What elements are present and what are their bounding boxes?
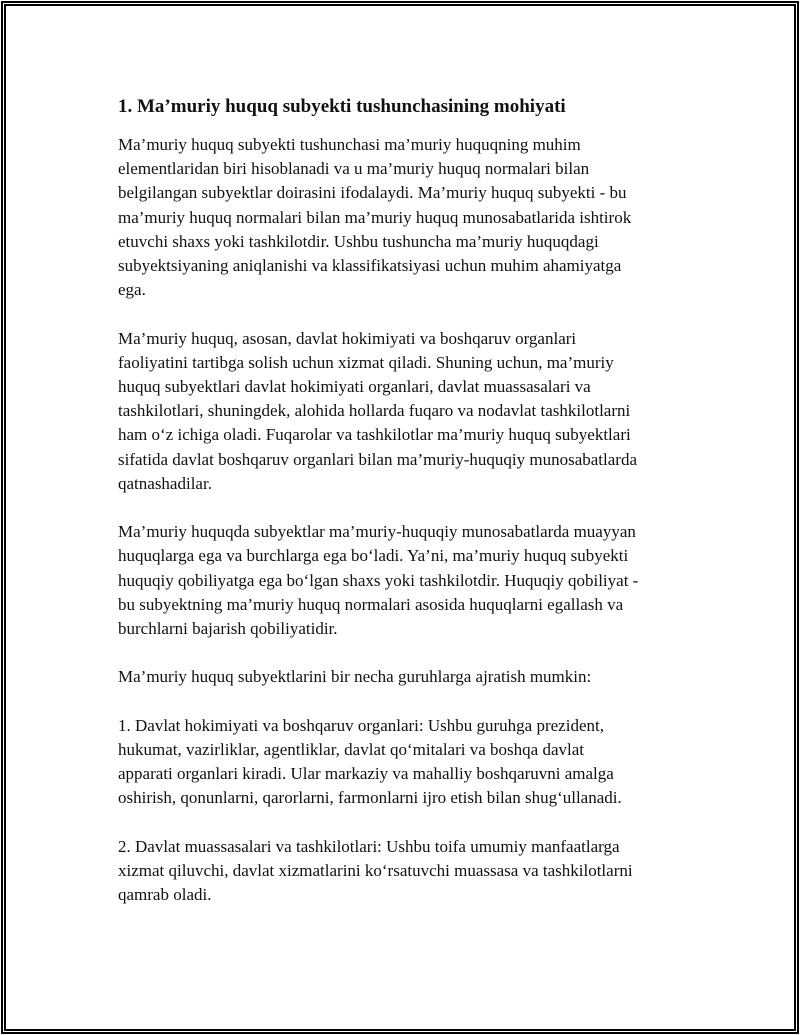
text-line: 1. Davlat hokimiyati va boshqaruv organlari: Ushbu guruhga prezident, [118,715,604,735]
text-line: bu subyektning ma’muriy huquq normalari asosida huquqlarni egallash va [118,594,624,614]
list-item-2 [118,835,738,908]
paragraph-intro [118,133,738,302]
list-item-1 [118,714,738,811]
text-line: faoliyatini tartibga solish uchun xizmat qiladi. Shuning uchun, ma’muriy [118,352,614,372]
text-line: subyektsiyaning aniqlanishi va klassifikatsiyasi uchun muhim ahamiyatga [118,256,622,276]
section-heading: 1. Ma’muriy huquq subyekti tushunchasining mohiyati [118,96,566,117]
document-body [118,95,738,932]
text-line: huquqiy qobiliyatga ega bo‘lgan shaxs yoki tashkilotdir. Huquqiy qobiliyat - [118,570,639,590]
text-line: ma’muriy huquq normalari bilan ma’muriy huquq munosabatlarida ishtirok [118,207,632,227]
text-line: belgilangan subyektlar doirasini ifodalaydi. Ma’muriy huquq subyekti - bu [118,183,627,203]
text-line: huquqlarga ega va burchlarga ega bo‘ladi. Ya’ni, ma’muriy huquq subyekti [118,546,629,566]
paragraph-capacity [118,520,738,641]
paragraph-groups-intro [118,665,738,689]
text-line: sifatida davlat boshqaruv organlari bilan ma’muriy-huquqiy munosabatlarda [118,449,637,469]
text-line: oshirish, qonunlarni, qarorlarni, farmonlarni ijro etish bilan shug‘ullanadi. [118,788,622,808]
text-line: Ma’muriy huquq subyekti tushunchasi ma’muriy huquqning muhim [118,135,581,154]
text-line: qamrab oladi. [118,885,212,905]
text-line: etuvchi shaxs yoki tashkilotdir. Ushbu tushuncha ma’muriy huquqdagi [118,231,599,251]
text-line: Ma’muriy huquq subyektlarini bir necha guruhlarga ajratish mumkin: [118,667,592,687]
text-line: apparati organlari kiradi. Ular markaziy va mahalliy boshqaruvni amalga [118,764,614,784]
text-line: qatnashadilar. [118,473,212,493]
text-line: 2. Davlat muassasalari va tashkilotlari: Ushbu toifa umumiy manfaatlarga [118,836,620,856]
text-line: hukumat, vazirliklar, agentliklar, davlat qo‘mitalari va boshqa davlat [118,740,584,760]
text-line: Ma’muriy huquqda subyektlar ma’muriy-huquqiy munosabatlarda muayyan [118,522,636,542]
text-line: huquq subyektlari davlat hokimiyati organlari, davlat muassasalari va [118,377,591,397]
text-line: ega. [118,280,146,300]
text-line: xizmat qiluvchi, davlat xizmatlarini ko‘rsatuvchi muassasa va tashkilotlarni [118,861,633,881]
text-line: tashkilotlari, shuningdek, alohida hollarda fuqaro va nodavlat tashkilotlarni [118,401,631,421]
text-line: burchlarni bajarish qobiliyatidir. [118,619,338,639]
paragraph-scope [118,327,738,496]
text-line: Ma’muriy huquq, asosan, davlat hokimiyati va boshqaruv organlari [118,328,577,348]
text-line: elementlaridan biri hisoblanadi va u ma’muriy huquq normalari bilan [118,159,590,179]
text-line: ham o‘z ichiga oladi. Fuqarolar va tashkilotlar ma’muriy huquq subyektlari [118,425,631,445]
